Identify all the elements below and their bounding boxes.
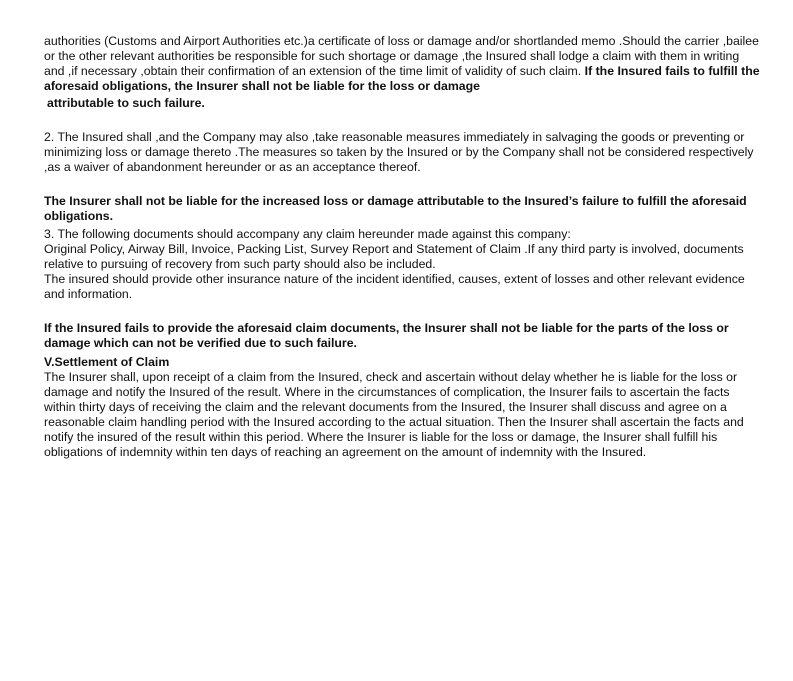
paragraph-claim-lodging-bold: If the Insured fails to fulfill the aforesaid obligations, the Insurer shall not be liable for the loss or damage — [44, 64, 760, 93]
paragraph-increased-loss: The Insurer shall not be liable for the increased loss or damage attributable to the Insured’s failure to fulfill the aforesaid obligations. — [44, 194, 747, 223]
document-page — [44, 34, 762, 460]
section-heading-settlement: V.Settlement of Claim — [44, 355, 170, 369]
paragraph-claim-lodging-text: authorities (Customs and Airport Authorities etc.)a certificate of loss or damage and/or shortlanded memo .Should the carrier ,bailee or the other relevant authorities be responsible for such shortage or damage ,the Insured shall lodge a claim with them in writing and ,if necessary ,obtain their confirmation of an extension of the time limit of validity of such claim. — [44, 34, 759, 78]
paragraph-claim-documents-intro: 3. The following documents should accompany any claim hereunder made against this company: — [44, 227, 571, 241]
paragraph-unverified-loss: If the Insured fails to provide the aforesaid claim documents, the Insurer shall not be liable for the parts of the loss or damage which can not be verified due to such failure. — [44, 321, 729, 350]
paragraph-claim-documents-evidence: The insured should provide other insurance nature of the incident identified, causes, extent of losses and other relevant evidence and information. — [44, 272, 745, 301]
paragraph-settlement: The Insurer shall, upon receipt of a claim from the Insured, check and ascertain without delay whether he is liable for the loss or damage and notify the Insured of the result. Where in the circumstances of complication, the Insurer fails to ascertain the facts within thirty days of receiving the claim and the relevant documents from the Insured, the Insurer shall discuss and agree on a reasonable claim handling period with the Insured according to the actual situation. Then the Insurer shall ascertain the facts and notify the insured of the result within this period. Where the Insurer is liable for the loss or damage, the Insurer shall fulfill his obligations of indemnity within ten days of reaching an agreement on the amount of indemnity with the Insured. — [44, 370, 744, 459]
paragraph-claim-lodging-bold-continued: attributable to such failure. — [47, 96, 205, 110]
paragraph-claim-lodging — [44, 34, 762, 94]
paragraph-claim-documents-list: Original Policy, Airway Bill, Invoice, Packing List, Survey Report and Statement of Claim .If any third party is involved, documents relative to pursuing of recovery from such party should also be included. — [44, 242, 744, 271]
paragraph-salvage-measures: 2. The Insured shall ,and the Company may also ,take reasonable measures immediately in salvaging the goods or preventing or minimizing loss or damage thereto .The measures so taken by the Insured or by the Company shall not be considered respectively ,as a waiver of abandonment hereunder or as an acceptance thereof. — [44, 130, 754, 174]
